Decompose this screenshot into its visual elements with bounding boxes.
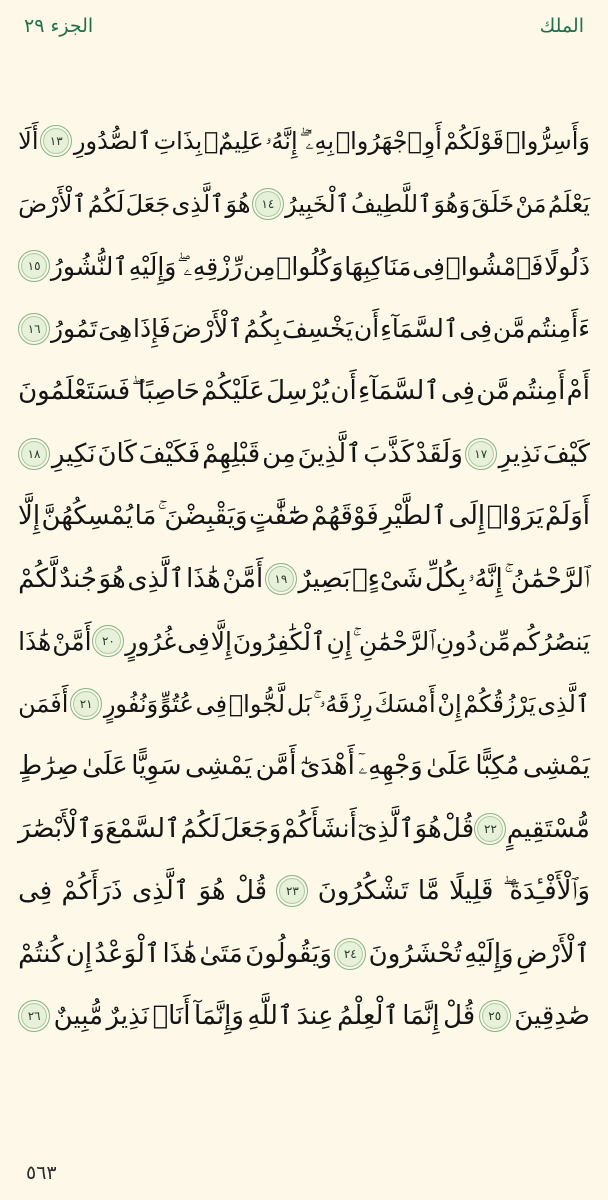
quran-word: وَإِلَيْهِ <box>128 251 177 281</box>
quran-word: ٱلْكَٰفِرُونَ <box>232 626 326 656</box>
quran-word: مِن <box>262 438 296 469</box>
text-line <box>18 298 590 361</box>
quran-word: هَٰذَا <box>18 626 52 656</box>
quran-word: إِلَّا <box>18 501 41 532</box>
quran-word: مَنْ <box>515 189 547 218</box>
quran-word: يَمْشِى <box>522 751 590 782</box>
quran-word: هَٰذَا <box>186 563 221 594</box>
quran-word: وَٱلْأَفْـِٔدَةَ ۖ <box>502 876 590 907</box>
quran-word: ٱلَّذِى <box>131 876 190 907</box>
quran-word: قَبْلِهِمْ <box>202 438 261 469</box>
quran-word: بَصِيرٌ <box>298 563 351 594</box>
quran-word: بِكُمُ <box>243 314 281 344</box>
surah-name: الملك <box>539 15 584 37</box>
quran-word: يَمْشِى <box>185 751 253 782</box>
text-line <box>18 173 590 236</box>
text-line <box>18 798 590 861</box>
quran-word: أَمْسَكَ <box>374 689 436 718</box>
quran-word: هِىَ <box>98 314 133 344</box>
quran-word: جَعَلَ <box>125 189 171 218</box>
quran-word: إِنِ <box>326 626 352 656</box>
ayah-number-marker: ٢٦ <box>18 1000 50 1032</box>
quran-word: ٱجْهَرُوا۟ <box>335 127 422 156</box>
quran-word: مَا <box>134 501 157 532</box>
quran-word: تُحْشَرُونَ <box>368 938 462 969</box>
quran-word: ذَلُولًا <box>544 251 590 281</box>
quran-word: أَمَّنْ <box>52 626 92 656</box>
quran-word: أَن <box>330 376 357 407</box>
quran-word: إِنَّهُۥ <box>265 127 298 156</box>
quran-word: وَهُوَ <box>433 189 471 218</box>
ayah-number-marker: ١٤ <box>252 188 284 220</box>
quran-word: ٱلْعِلْمُ <box>337 1001 399 1032</box>
quran-word: بِكُلِّ <box>424 563 467 594</box>
ayah-number-marker: ٢١ <box>70 688 102 720</box>
quran-word: أَفَمَن <box>18 689 69 718</box>
ayah-number-marker: ١٩ <box>265 563 297 595</box>
ayah-number-marker: ١٨ <box>18 438 50 470</box>
quran-word: وَيَقُولُونَ <box>245 938 332 969</box>
quran-word: ٱلسَّمْعَ <box>105 813 181 844</box>
text-line <box>18 860 590 923</box>
quran-word: هُوَ <box>98 563 126 594</box>
quran-word: بَل <box>286 689 312 718</box>
quran-word: غُرُورٍ <box>125 626 177 656</box>
quran-word: فِى <box>177 626 210 656</box>
quran-word: ٱلسَّمَآءِ <box>380 314 459 344</box>
quran-word: ٱللَّهِ <box>247 1001 294 1032</box>
quran-word: أَمَّنْ <box>222 563 264 594</box>
quran-word: ٱلرَّحْمَٰنُ ۚ <box>504 563 590 594</box>
quran-word: قَوْلَكُمْ <box>443 127 505 156</box>
quran-word: إِنَّهُۥ <box>467 563 503 594</box>
quran-word: ٱلْوَعْدُ <box>94 938 161 969</box>
quran-word: رِّزْقِهِۦ ۖ <box>177 251 243 281</box>
quran-word: وَإِنَّمَآ <box>193 1001 244 1032</box>
quran-word: ٱلرَّحْمَٰنِ ۚ <box>352 626 435 656</box>
quran-word: ٱلنُّشُورُ <box>50 251 128 281</box>
quran-word: نَذِيرٌ <box>106 1001 149 1032</box>
quran-word: وَٱلْأَبْصَٰرَ <box>18 813 105 844</box>
page-number: ٥٦٣ <box>26 1162 57 1184</box>
text-line <box>18 548 590 611</box>
quran-word: صِرَٰطٍ <box>18 751 79 782</box>
quran-word: ٱلصُّدُورِ <box>73 127 152 156</box>
quran-word: رِزْقَهُۥ ۚ <box>313 689 373 718</box>
quran-word: إِلَّا <box>210 626 232 656</box>
quran-word: كَانَ <box>97 438 137 469</box>
quran-word: إِلَى <box>448 501 486 532</box>
quran-word: أَمْ <box>566 376 590 407</box>
text-line <box>18 360 590 423</box>
quran-word: ٱلْأَرْضَ <box>171 314 243 344</box>
quran-word: أَمِنتُم <box>511 376 566 407</box>
quran-word: وَلَقَدْ <box>415 438 463 469</box>
quran-word: يَنصُرُكُم <box>511 626 590 656</box>
quran-word: فِى <box>412 251 445 281</box>
quran-word: صَٰٓفَّٰتٍ <box>248 501 310 532</box>
ayah-number-marker: ١٣ <box>40 125 72 157</box>
mushaf-text-block <box>18 110 590 1048</box>
quran-word: فِى <box>18 876 53 907</box>
quran-word: ٱلْأَرْضَ <box>18 189 87 218</box>
page-header <box>24 12 584 40</box>
quran-word: أَنَا۠ <box>152 1001 191 1032</box>
quran-word: ذَرَأَكُمْ <box>61 876 123 907</box>
quran-word: وَأَسِرُّوا۟ <box>505 127 590 156</box>
quran-word: وَإِلَيْهِ <box>464 938 514 969</box>
quran-word: أَمَّن <box>255 751 297 782</box>
quran-word: عَلِيمٌۢ <box>203 127 264 156</box>
quran-word: نَذِيرِ <box>498 438 542 469</box>
quran-word: مُّبِينٌ <box>53 1001 104 1032</box>
quran-word: ٱلَّذِينَ <box>297 438 362 469</box>
quran-word: ٱلطَّيْرِ <box>380 501 447 532</box>
quran-word: قُلْ <box>442 813 475 844</box>
quran-word: يُمْسِكُهُنَّ <box>41 501 134 532</box>
quran-word: فِى <box>440 376 475 407</box>
quran-word: مَّن <box>492 314 526 344</box>
quran-word: هُوَ <box>414 813 442 844</box>
quran-word: إِن <box>65 938 93 969</box>
text-line <box>18 610 590 673</box>
quran-word: إِنْ <box>437 689 462 718</box>
quran-word: ٱلْأَرْضِ <box>515 938 590 969</box>
quran-word: شَىْءٍۭ <box>352 563 424 594</box>
juz-label: الجزء ٢٩ <box>24 15 94 37</box>
text-line <box>18 485 590 548</box>
quran-word: لَّكُمْ <box>18 563 58 594</box>
quran-word: مَّا <box>417 876 440 907</box>
quran-word: يَرْزُقُكُمْ <box>463 689 536 718</box>
quran-word: مُّسْتَقِيمٍ <box>506 813 590 844</box>
quran-word: ٱلسَّمَآءِ <box>358 376 440 407</box>
ayah-number-marker: ١٦ <box>18 313 50 345</box>
quran-word: لَّجُّوا۟ <box>228 689 286 718</box>
quran-word: ٱلَّذِى <box>537 689 590 718</box>
quran-word: عَلَىٰ <box>426 751 472 782</box>
quran-word: ٱلَّذِى <box>127 563 185 594</box>
quran-word: أَوِ <box>423 127 442 156</box>
quran-word: هُوَ <box>198 876 226 907</box>
quran-word: جُندٌ <box>59 563 97 594</box>
quran-word: إِنَّمَا <box>402 1001 440 1032</box>
quran-word: عَلَيْكُمْ <box>201 376 265 407</box>
text-line <box>18 673 590 736</box>
quran-word: عُتُوٍّ <box>159 689 194 718</box>
ayah-number-marker: ٢٤ <box>334 938 366 970</box>
quran-word: يَخْسِفَ <box>281 314 354 344</box>
quran-word: أَن <box>353 314 380 344</box>
ayah-number-marker: ١٧ <box>465 438 497 470</box>
quran-word: وَيَقْبِضْنَ ۚ <box>157 501 248 532</box>
quran-word: صَٰدِقِينَ <box>514 1001 590 1032</box>
text-line <box>18 735 590 798</box>
text-line <box>18 110 590 173</box>
quran-word: يُرْسِلَ <box>266 376 330 407</box>
quran-word: تَمُورُ <box>50 314 98 344</box>
quran-word: يَرَوْا۟ <box>486 501 544 532</box>
quran-word: ٱللَّطِيفُ <box>351 189 433 218</box>
text-line <box>18 423 590 486</box>
ayah-number-marker: ١٥ <box>18 250 50 282</box>
quran-word: فَكَيْفَ <box>138 438 201 469</box>
quran-word: عِندَ <box>296 1001 334 1032</box>
quran-word: كَيْفَ <box>542 438 590 469</box>
quran-word: مُكِبًّا <box>475 751 520 782</box>
quran-word: وَنُفُورٍ <box>103 689 159 718</box>
quran-word: أَنشَأَكُمْ <box>281 813 357 844</box>
quran-word: فَوْقَهُمْ <box>311 501 379 532</box>
quran-word: حَاصِبًا ۖ <box>131 376 200 407</box>
quran-word: قُلْ <box>234 876 268 907</box>
quran-word: هَٰذَا <box>162 938 198 969</box>
quran-word: ءَأَمِنتُم <box>526 314 590 344</box>
quran-word: سَوِيًّا <box>131 751 182 782</box>
quran-word: ٱلَّذِى <box>171 189 225 218</box>
quran-word: لَكُمُ <box>87 189 125 218</box>
quran-word: بِذَاتِ <box>153 127 203 156</box>
quran-word: مَتَىٰ <box>199 938 243 969</box>
quran-word: فِى <box>195 689 228 718</box>
quran-word: هُوَ <box>225 189 251 218</box>
quran-word: فَسَتَعْلَمُونَ <box>18 376 131 407</box>
quran-word: مِّن <box>478 626 511 656</box>
quran-word: أَوَلَمْ <box>544 501 590 532</box>
quran-word: تَشْكُرُونَ <box>317 876 409 907</box>
quran-word: مَنَاكِبِهَا <box>344 251 412 281</box>
quran-word: وَكُلُوا۟ <box>276 251 344 281</box>
quran-word: بِهِۦٓ ۖ <box>299 127 335 156</box>
text-line <box>18 235 590 298</box>
quran-word: فَإِذَا <box>133 314 171 344</box>
quran-word: قَلِيلًا <box>449 876 494 907</box>
quran-word: عَلَىٰ <box>81 751 128 782</box>
quran-word: ٱلَّذِىٓ <box>357 813 415 844</box>
quran-word: وَجَعَلَ <box>220 813 282 844</box>
ayah-number-marker: ٢٣ <box>276 875 308 907</box>
ayah-number-marker: ٢٠ <box>92 625 124 657</box>
quran-word: لَكُمُ <box>180 813 221 844</box>
quran-word: كَذَّبَ <box>363 438 414 469</box>
quran-word: قُلْ <box>443 1001 476 1032</box>
ayah-number-marker: ٢٢ <box>474 813 506 845</box>
quran-word: كُنتُمْ <box>18 938 64 969</box>
quran-word: دُونِ <box>435 626 478 656</box>
quran-word: فَٱمْشُوا۟ <box>445 251 544 281</box>
text-line <box>18 923 590 986</box>
quran-word: مِن <box>243 251 276 281</box>
quran-word: فِى <box>459 314 493 344</box>
quran-word: خَلَقَ <box>471 189 515 218</box>
quran-word: أَلَا <box>18 127 39 156</box>
quran-word: يَعْلَمُ <box>547 189 590 218</box>
quran-word: مَّن <box>476 376 510 407</box>
quran-word: ٱلْخَبِيرُ <box>285 189 350 218</box>
ayah-number-marker: ٢٥ <box>479 1000 511 1032</box>
text-line <box>18 985 590 1048</box>
quran-word: وَجْهِهِۦٓ <box>358 751 423 782</box>
quran-word: أَهْدَىٰٓ <box>299 751 355 782</box>
quran-word: نَكِيرِ <box>51 438 96 469</box>
